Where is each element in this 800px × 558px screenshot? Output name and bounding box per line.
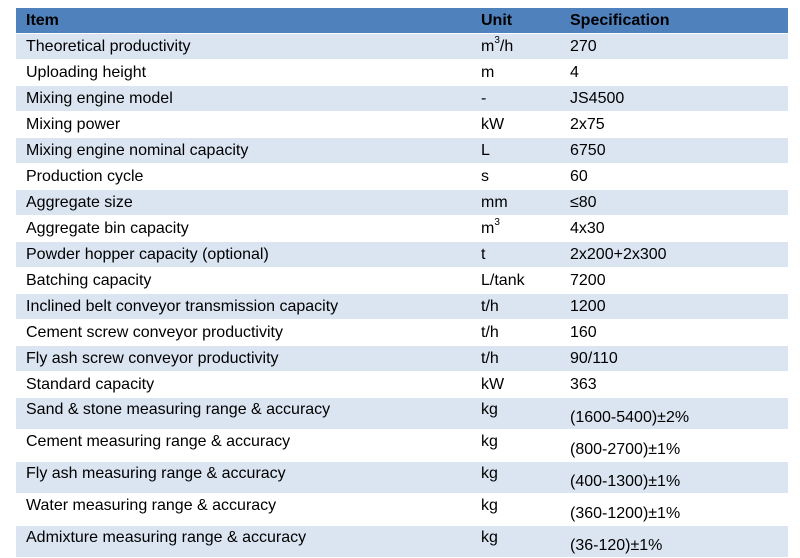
row-unit: kW: [477, 112, 566, 138]
row-item: Fly ash screw conveyor productivity: [16, 346, 477, 372]
table-row: [16, 216, 788, 242]
row-specification: 270: [566, 34, 788, 60]
row-item: Aggregate bin capacity: [16, 216, 477, 242]
row-specification: 60: [566, 164, 788, 190]
row-specification: (400-1300)±1%: [566, 462, 788, 494]
table-row: [16, 112, 788, 138]
table-row: [16, 462, 788, 494]
row-specification: (36-120)±1%: [566, 526, 788, 558]
row-item: Standard capacity: [16, 372, 477, 398]
row-unit: kg: [477, 430, 566, 462]
row-unit: $m^3/h$: [477, 34, 566, 60]
table-row: [16, 372, 788, 398]
row-unit: mm: [477, 190, 566, 216]
row-item: Water measuring range & accuracy: [16, 494, 477, 526]
table-row: [16, 190, 788, 216]
row-unit: $m^3$: [477, 216, 566, 242]
table-row: [16, 242, 788, 268]
row-unit: L/tank: [477, 268, 566, 294]
table-row: [16, 138, 788, 164]
row-specification: ≤80: [566, 190, 788, 216]
row-specification: 2x200+2x300: [566, 242, 788, 268]
row-specification: 7200: [566, 268, 788, 294]
row-specification: 2x75: [566, 112, 788, 138]
row-unit: t/h: [477, 320, 566, 346]
header-row: [16, 8, 788, 34]
row-specification: (360-1200)±1%: [566, 494, 788, 526]
table-row: [16, 60, 788, 86]
row-unit: kg: [477, 462, 566, 494]
row-item: Mixing engine model: [16, 86, 477, 112]
row-unit: m: [477, 60, 566, 86]
table-body: [16, 34, 788, 558]
header-specification: Specification: [566, 8, 788, 34]
row-unit: t: [477, 242, 566, 268]
row-specification: 6750: [566, 138, 788, 164]
row-unit: kg: [477, 526, 566, 558]
row-item: Aggregate size: [16, 190, 477, 216]
row-item: Admixture measuring range & accuracy: [16, 526, 477, 558]
row-item: Mixing power: [16, 112, 477, 138]
row-unit: t/h: [477, 346, 566, 372]
row-unit: L: [477, 138, 566, 164]
row-specification: 4: [566, 60, 788, 86]
table-row: [16, 164, 788, 190]
row-unit: kg: [477, 398, 566, 430]
table-row: [16, 320, 788, 346]
row-specification: JS4500: [566, 86, 788, 112]
row-item: Fly ash measuring range & accuracy: [16, 462, 477, 494]
table-row: [16, 398, 788, 430]
row-item: Mixing engine nominal capacity: [16, 138, 477, 164]
table-row: [16, 268, 788, 294]
row-specification: 90/110: [566, 346, 788, 372]
spec-table-container: [16, 8, 788, 558]
row-item: Production cycle: [16, 164, 477, 190]
row-item: Sand & stone measuring range & accuracy: [16, 398, 477, 430]
table-row: [16, 86, 788, 112]
row-unit: kW: [477, 372, 566, 398]
header-unit: Unit: [477, 8, 566, 34]
row-item: Cement screw conveyor productivity: [16, 320, 477, 346]
row-item: Powder hopper capacity (optional): [16, 242, 477, 268]
row-item: Inclined belt conveyor transmission capacity: [16, 294, 477, 320]
row-unit: t/h: [477, 294, 566, 320]
row-specification: 1200: [566, 294, 788, 320]
row-specification: 160: [566, 320, 788, 346]
row-item: Theoretical productivity: [16, 34, 477, 60]
spec-table: [16, 8, 788, 558]
row-specification: 363: [566, 372, 788, 398]
row-unit: s: [477, 164, 566, 190]
table-row: [16, 294, 788, 320]
row-unit: kg: [477, 494, 566, 526]
row-item: Uploading height: [16, 60, 477, 86]
row-specification: 4x30: [566, 216, 788, 242]
table-row: [16, 494, 788, 526]
row-specification: (800-2700)±1%: [566, 430, 788, 462]
row-specification: (1600-5400)±2%: [566, 398, 788, 430]
table-header: [16, 8, 788, 34]
table-row: [16, 346, 788, 372]
table-row: [16, 526, 788, 558]
row-unit: -: [477, 86, 566, 112]
row-item: Cement measuring range & accuracy: [16, 430, 477, 462]
table-row: [16, 430, 788, 462]
table-row: [16, 34, 788, 60]
row-item: Batching capacity: [16, 268, 477, 294]
header-item: Item: [16, 8, 477, 34]
